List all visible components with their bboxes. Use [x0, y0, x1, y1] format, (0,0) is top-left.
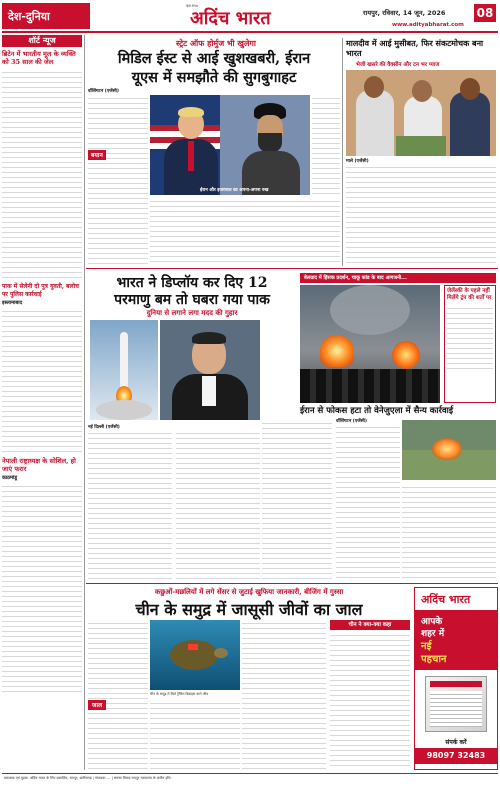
divider-top-story	[342, 38, 343, 266]
top-story-body-left	[88, 95, 148, 265]
pakistan-byline: नई दिल्ली (एजेंसी)	[88, 425, 120, 430]
venezuela-body-2	[402, 484, 496, 580]
advertisement[interactable]	[414, 587, 498, 770]
official-right	[450, 92, 490, 156]
venezuela-body-1	[336, 424, 400, 580]
china-sidebar-title: चीन ने क्या-क्या कहा	[330, 620, 410, 630]
ad-brand: अदिंच भारत	[421, 593, 471, 606]
short-news-dateline-3: काठमांडू	[2, 475, 18, 481]
pakistan-headline-1: भारत ने डिप्लॉय कर दिए 12	[116, 275, 268, 291]
official-left-head	[364, 76, 384, 98]
venezuela-headline: ईरान से फोकस हटा तो वेनेजुएला में सैन्य कार्रवाई	[300, 406, 454, 416]
footer-rule	[2, 773, 498, 774]
turtle-photo	[150, 620, 240, 690]
missile-body	[120, 332, 128, 388]
china-kicker: कछुओं-मछलियों में लगे सेंसर से जुटाई खुफिया जानकारी, बीजिंग में गुस्सा	[154, 587, 344, 596]
pakistan-pm-photo	[160, 320, 260, 420]
ad-image-bar	[430, 681, 482, 687]
short-news-headline-1: ब्रिटेन में भारतीय मूल के व्यक्ति को 35 साल की जेल	[2, 50, 76, 66]
ad-image-lines	[430, 691, 482, 727]
china-sidebar-body	[330, 632, 410, 770]
china-body-3	[150, 700, 240, 770]
official-left	[356, 90, 394, 156]
pakistan-body-3	[262, 420, 332, 580]
short-news-body-3	[2, 483, 82, 693]
top-story-photo	[150, 95, 310, 195]
divider-bottom	[86, 583, 498, 584]
riot-police	[300, 369, 440, 403]
pm-hair	[192, 332, 226, 344]
maldives-subhead: भेजी खसरे की वैक्सीन और टन भर प्याज	[356, 62, 440, 68]
column-divider	[84, 35, 85, 770]
fire-left	[320, 335, 354, 367]
venezuela-byline: वॉशिंगटन (एजेंसी)	[336, 419, 367, 424]
top-story-headline-1: मिडिल ईस्ट से आई खुशखबरी, ईरान	[117, 50, 311, 67]
maldives-photo	[346, 70, 496, 156]
short-news-headline-2: पाक में सेलेनी दो पुत्र युवती, बलोच पर पुलिस कार्रवाई	[2, 283, 79, 298]
maldives-headline: मालदीव में आई मुसीबत, फिर संकटमोचक बना भारत	[346, 38, 484, 58]
section-title: देश-दुनिया	[8, 10, 50, 23]
belgrade-strip	[300, 273, 496, 283]
top-story-body-right	[312, 95, 340, 195]
explosion	[432, 438, 462, 460]
belgrade-photo	[300, 285, 440, 403]
short-news-headline-3: नेपाली राष्ट्राध्यक्ष के सोशिल, हो जाएं फरार	[2, 457, 76, 473]
logo-tagline: हिंदी दैनिक	[186, 4, 199, 8]
ad-line-1: आपके	[421, 617, 443, 627]
person-left-hair	[178, 107, 204, 117]
venezuela-photo	[402, 420, 496, 480]
fire-right	[392, 341, 420, 369]
official-center-head	[412, 80, 432, 102]
smoke-cloud	[96, 400, 152, 420]
pakistan-body-1	[88, 430, 172, 580]
person-right-beard	[258, 133, 282, 153]
dateline: रायपुर, रविवार, 14 जून, 2026	[363, 9, 446, 17]
top-story-kicker: स्ट्रेट ऑफ होर्मुज भी खुलेगा	[176, 38, 256, 48]
top-story-body-bottom	[150, 198, 340, 265]
pakistan-headline-2: परमाणु बम तो घबरा गया पाक	[114, 292, 270, 308]
smoke-plume	[330, 285, 410, 335]
vaccine-boxes	[396, 136, 446, 156]
logo-text: अदिंच भारत	[190, 8, 271, 29]
divider-mid	[86, 268, 498, 269]
ad-phone[interactable]: 98097 32483	[415, 748, 497, 764]
china-photo-caption: चीन के समुद्र में मिले ट्रैकिंग डिवाइस वाले जीव	[150, 692, 209, 696]
short-news-body-1	[2, 69, 82, 279]
china-headline: चीन के समुद्र में जासूसी जीवों का जाल	[135, 600, 363, 619]
pakistan-body-2	[176, 430, 260, 580]
china-body-1	[88, 620, 148, 770]
belgrade-side-box	[444, 285, 496, 403]
china-body-2	[242, 620, 326, 770]
short-news-column	[2, 35, 82, 770]
tracking-device	[188, 644, 198, 650]
top-story-headline-2: यूएस में समझौते की सुगबुगाहट	[131, 69, 297, 86]
ad-headline-box	[415, 610, 497, 670]
belgrade-side-body	[447, 305, 493, 373]
pakistan-subhead: दुनिया से लगाने लगा मदद की गुहार	[146, 308, 238, 317]
photo-caption: ईरान और इजरायल का अपना-अपना रुख	[200, 188, 269, 193]
missile-photo	[90, 320, 158, 420]
ad-line-3: नई	[421, 641, 432, 652]
quote-tag: बयान	[88, 150, 106, 160]
maldives-byline: माले (एजेंसी)	[346, 159, 369, 164]
belgrade-side-headline: जेलेंस्की के पहले नहीं मिलेंगे ट्रंप की शर्तों पर	[447, 288, 492, 301]
china-tag: जाल	[88, 700, 106, 710]
header-rule	[2, 31, 498, 33]
maldives-body	[346, 164, 496, 266]
website-url[interactable]: www.adityabharat.com	[392, 22, 464, 28]
short-news-dateline-2: इस्लामाबाद	[2, 300, 23, 306]
belgrade-strip-text: बेलग्राद में हिंसक प्रदर्शन, चाकू कांड के बाद आगजनी...	[304, 275, 407, 281]
turtle-head	[214, 648, 228, 658]
short-news-body-2	[2, 308, 82, 453]
official-right-head	[460, 78, 480, 100]
person-left-tie	[188, 141, 194, 171]
page-number: 08	[474, 4, 496, 22]
short-news-title: शॉर्ट न्यूज	[2, 35, 82, 47]
ad-line-2: शहर में	[421, 629, 445, 639]
top-story-byline: वॉशिंगटन (एजेंसी)	[88, 89, 119, 94]
pm-shirt	[202, 376, 216, 406]
ad-line-4: पहचान	[421, 654, 447, 665]
section-banner	[2, 3, 90, 29]
ad-contact-label: संपर्क करें	[445, 739, 467, 746]
imprint-line: प्रकाशक एवं मुद्रक: अदिंच भारत के लिए प्रकाशित, रायपुर, छत्तीसगढ़ | संपादक: ... | समस्त विवाद रायपुर न्यायालय के अधीन होंगे।	[4, 776, 172, 780]
brand-logo	[186, 4, 316, 30]
ad-newspaper-image	[425, 676, 487, 732]
